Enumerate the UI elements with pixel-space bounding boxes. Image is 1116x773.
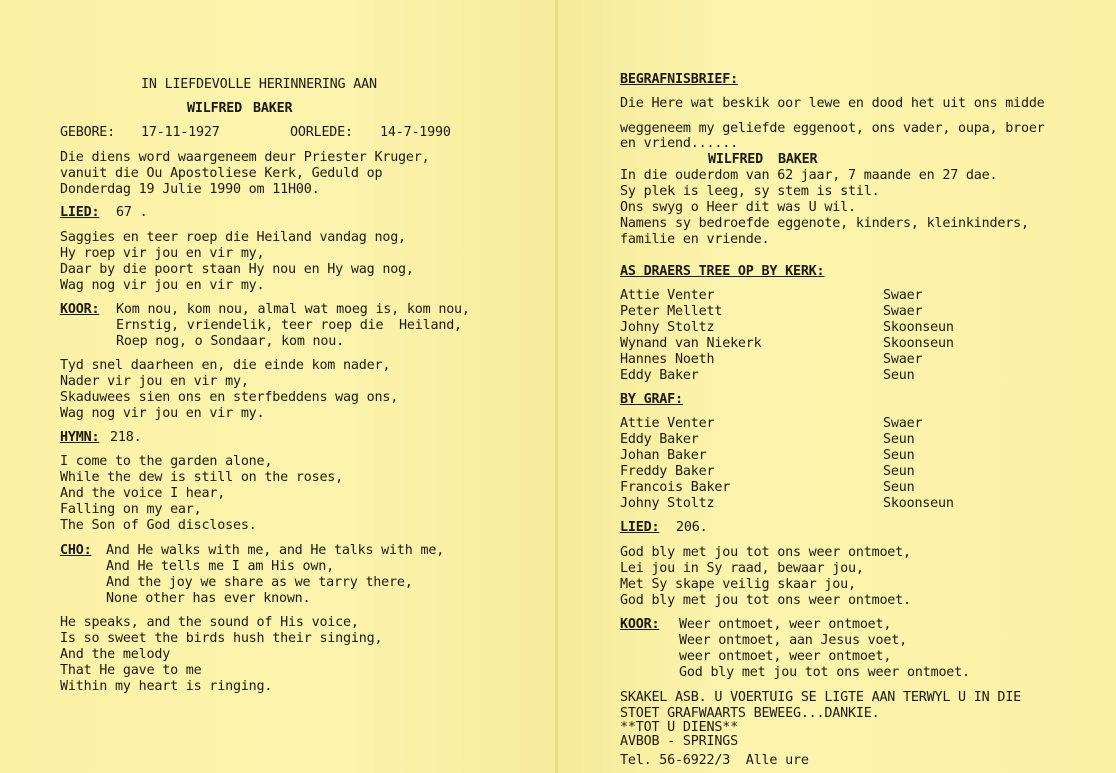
bearer-name: Johny Stoltz: [620, 320, 715, 335]
hymn1-verse2: [60, 358, 398, 422]
letter-body: [620, 168, 1029, 248]
verse-line: God bly met jou tot ons weer ontmoet,: [620, 545, 911, 560]
hymn1-verse1: [60, 230, 414, 294]
bearer-relation: Skoonseun: [883, 320, 954, 335]
bearers-grave-list: [620, 416, 954, 512]
bearer-relation: Skoonseun: [883, 336, 954, 351]
deceased-first-name: WILFRED: [187, 101, 243, 116]
bearer-name: Wynand van Niekerk: [620, 336, 762, 351]
born-label: GEBORE:: [60, 125, 116, 140]
letter-line: weggeneem my geliefde eggenoot, ons vader, oupa, broer: [620, 121, 1045, 136]
list-item: [620, 368, 915, 384]
letter-line: Namens sy bedroefde eggenote, kinders, kleinkinders,: [620, 216, 1029, 231]
bearer-relation: Skoonseun: [883, 496, 954, 511]
verse-line: Saggies en teer roep die Heiland vandag nog,: [60, 230, 406, 245]
hymn3-number: 206.: [676, 520, 708, 535]
list-item: [620, 320, 954, 336]
born-date: 17-11-1927: [141, 125, 220, 140]
chorus1-label: KOOR:: [60, 302, 100, 317]
bearers-church-label: AS DRAERS TREE OP BY KERK:: [620, 264, 825, 279]
undertaker-line: AVBOB - SPRINGS: [620, 734, 738, 749]
bearer-name: Eddy Baker: [620, 368, 699, 383]
bearer-relation: Swaer: [883, 288, 923, 303]
chorus-line: God bly met jou tot ons weer ontmoet.: [679, 665, 970, 680]
right-page: [558, 0, 1116, 773]
verse-line: The Son of God discloses.: [60, 518, 257, 533]
chorus-line: None other has ever known.: [106, 591, 311, 606]
verse-line: And the voice I hear,: [60, 486, 226, 501]
chorus-line: And He tells me I am His own,: [106, 559, 334, 574]
hymn2-label: HYMN:: [60, 430, 100, 445]
bearer-relation: Seun: [883, 480, 915, 495]
list-item: [620, 352, 923, 368]
bearer-relation: Swaer: [883, 304, 923, 319]
verse-line: Lei jou in Sy raad, bewaar jou,: [620, 561, 864, 576]
service-line: Die diens word waargeneem deur Priester Kruger,: [60, 150, 430, 165]
undertaker: [620, 721, 738, 749]
list-item: [620, 416, 923, 432]
phone-number: Tel. 56-6922/3 Alle ure: [620, 753, 809, 768]
hymn1-label: LIED:: [60, 205, 100, 220]
deceased-last-name: BAKER: [253, 101, 293, 116]
verse-line: Wag nog vir jou en vir my.: [60, 278, 265, 293]
verse-line: Skaduwees sien ons en sterfbeddens wag ons,: [60, 390, 399, 405]
verse-line: He speaks, and the sound of His voice,: [60, 615, 359, 630]
letter-line: familie en vriende.: [620, 232, 770, 247]
letter-line: Ons swyg o Heer dit was U wil.: [620, 200, 856, 215]
letter-line: Sy plek is leeg, sy stem is stil.: [620, 184, 880, 199]
verse-line: And the melody: [60, 647, 171, 662]
bearer-name: Johan Baker: [620, 448, 707, 463]
verse-line: I come to the garden alone,: [60, 454, 273, 469]
hymn2-verse1: [60, 454, 343, 534]
letter-line: Die Here wat beskik oor lewe en dood het uit ons midde: [620, 96, 1045, 111]
deceased-last-name: BAKER: [778, 152, 818, 167]
bearer-name: Eddy Baker: [620, 432, 699, 447]
list-item: [620, 288, 923, 304]
bearer-name: Attie Venter: [620, 288, 715, 303]
verse-line: Tyd snel daarheen en, die einde kom nader,: [60, 358, 391, 373]
verse-line: Is so sweet the birds hush their singing,: [60, 631, 383, 646]
bearer-relation: Seun: [883, 464, 915, 479]
chorus2-label: CHO:: [60, 543, 92, 558]
died-label: OORLEDE:: [290, 125, 353, 140]
list-item: [620, 448, 915, 464]
bearer-name: Hannes Noeth: [620, 352, 715, 367]
deceased-first-name: WILFRED: [708, 152, 764, 167]
notice-line: SKAKEL ASB. U VOERTUIG SE LIGTE AAN TERWYL U IN DIE: [620, 690, 1021, 705]
bearer-name: Freddy Baker: [620, 464, 715, 479]
hymn3-verse: [620, 545, 911, 609]
verse-line: Falling on my ear,: [60, 502, 202, 517]
bearer-name: Attie Venter: [620, 416, 715, 431]
memorial-heading: IN LIEFDEVOLLE HERINNERING AAN: [141, 77, 377, 92]
service-line: Donderdag 19 Julie 1990 om 11H00.: [60, 182, 320, 197]
chorus1: [116, 302, 470, 350]
chorus-line: Kom nou, kom nou, almal wat moeg is, kom nou,: [116, 302, 470, 317]
chorus-line: Weer ontmoet, aan Jesus voet,: [679, 633, 907, 648]
service-details: [60, 150, 430, 198]
bearer-relation: Seun: [883, 448, 915, 463]
verse-line: Met Sy skape veilig skaar jou,: [620, 577, 856, 592]
verse-line: That He gave to me: [60, 663, 202, 678]
chorus3-label: KOOR:: [620, 617, 660, 632]
hymn1-number: 67 .: [116, 205, 148, 220]
letter-line: en vriend......: [620, 136, 738, 151]
verse-line: Nader vir jou en vir my,: [60, 374, 249, 389]
verse-line: God bly met jou tot ons weer ontmoet.: [620, 593, 911, 608]
died-date: 14-7-1990: [380, 125, 451, 140]
hymn2-number: 218.: [110, 430, 142, 445]
letter-line: In die ouderdom van 62 jaar, 7 maande en 27 dae.: [620, 168, 998, 183]
vehicle-notice: [620, 690, 1021, 722]
bearer-relation: Seun: [883, 432, 915, 447]
service-line: vanuit die Ou Apostoliese Kerk, Geduld op: [60, 166, 383, 181]
chorus-line: Roep nog, o Sondaar, kom nou.: [116, 334, 344, 349]
bearer-name: Johny Stoltz: [620, 496, 715, 511]
bearers-grave-label: BY GRAF:: [620, 392, 683, 407]
hymn2-verse2: [60, 615, 382, 695]
undertaker-line: **TOT U DIENS**: [620, 720, 738, 735]
bearer-name: Francois Baker: [620, 480, 731, 495]
list-item: [620, 480, 915, 496]
bearers-church-list: [620, 288, 954, 384]
verse-line: Within my heart is ringing.: [60, 679, 273, 694]
bearer-relation: Swaer: [883, 352, 923, 367]
chorus3: [679, 617, 970, 681]
list-item: [620, 464, 915, 480]
bearer-name: Peter Mellett: [620, 304, 723, 319]
bearer-relation: Swaer: [883, 416, 923, 431]
chorus-line: And He walks with me, and He talks with me,: [106, 543, 445, 558]
chorus-line: Weer ontmoet, weer ontmoet,: [679, 617, 892, 632]
hymn3-label: LIED:: [620, 520, 660, 535]
verse-line: While the dew is still on the roses,: [60, 470, 344, 485]
letter-label: BEGRAFNISBRIEF:: [620, 72, 738, 87]
verse-line: Wag nog vir jou en vir my.: [60, 406, 265, 421]
list-item: [620, 432, 915, 448]
chorus2: [106, 543, 444, 607]
verse-line: Hy roep vir jou en vir my,: [60, 246, 265, 261]
left-page: [0, 0, 556, 773]
verse-line: Daar by die poort staan Hy nou en Hy wag nog,: [60, 262, 414, 277]
bearer-relation: Seun: [883, 368, 915, 383]
chorus-line: Ernstig, vriendelik, teer roep die Heiland,: [116, 318, 462, 333]
list-item: [620, 304, 923, 320]
list-item: [620, 336, 954, 352]
list-item: [620, 496, 954, 512]
chorus-line: And the joy we share as we tarry there,: [106, 575, 413, 590]
notice-line: STOET GRAFWAARTS BEWEEG...DANKIE.: [620, 706, 880, 721]
chorus-line: weer ontmoet, weer ontmoet,: [679, 649, 892, 664]
